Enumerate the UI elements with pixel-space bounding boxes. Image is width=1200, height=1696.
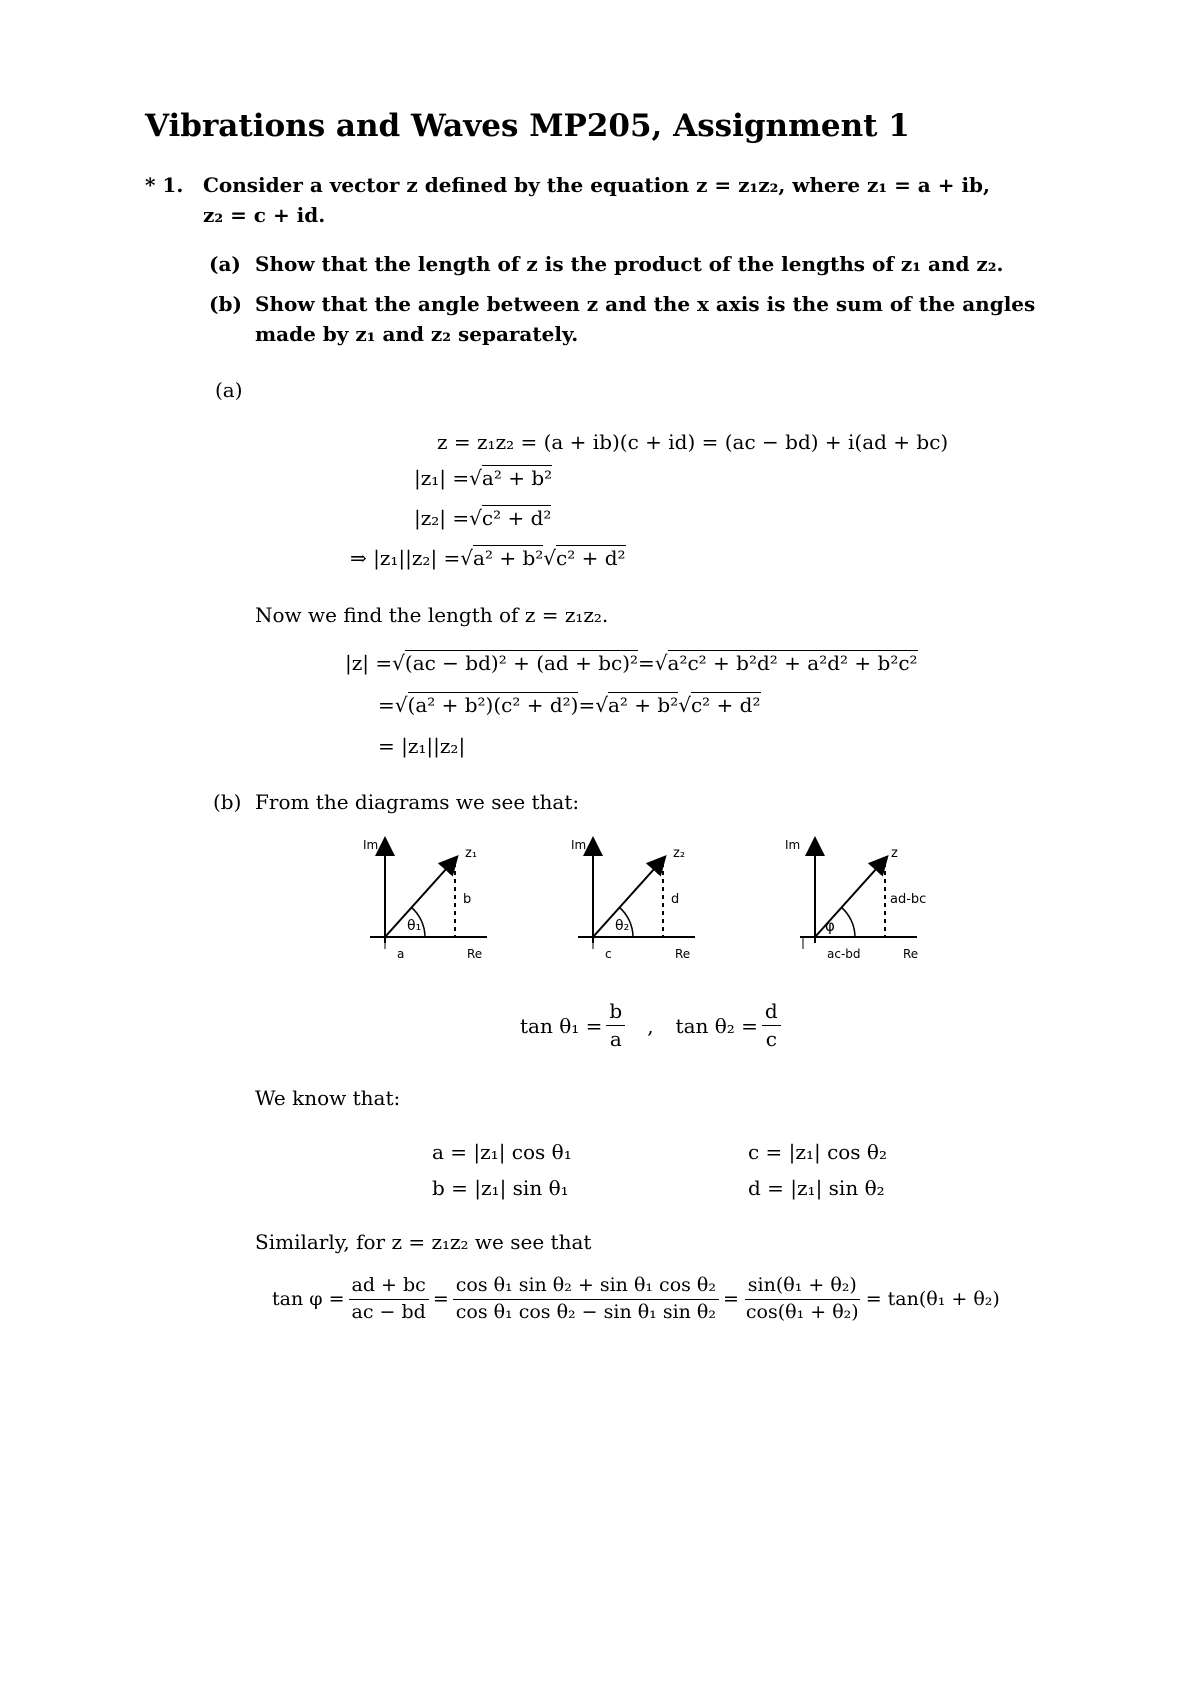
numerator: d <box>762 1000 781 1026</box>
final-rhs: = tan(θ₁ + θ₂) <box>865 1288 1000 1311</box>
equation-product: z = z₁z₂ = (a + ib)(c + id) = (ac − bd) + i(ad + bc) <box>437 430 949 454</box>
problem-line-1: Consider a vector z defined by the equation z = z₁z₂, where z₁ = a + ib, <box>203 173 990 197</box>
separator-comma: , <box>647 1013 654 1038</box>
opposite-label: ad-bc <box>890 892 927 907</box>
equals-sign: = <box>432 1288 449 1311</box>
denominator: a <box>609 1027 622 1051</box>
radicand: a² + b² <box>481 466 553 490</box>
diagram-z <box>785 838 926 961</box>
denominator: cos θ₁ cos θ₂ − sin θ₁ sin θ₂ <box>455 1300 716 1323</box>
vector-label: z <box>891 846 898 861</box>
radicand: a² + b² <box>608 693 679 717</box>
vector-label: z₂ <box>673 846 686 861</box>
problem-line-2: z₂ = c + id. <box>203 203 326 227</box>
radical-sign: √ <box>595 692 608 717</box>
real-label: Re <box>467 947 483 961</box>
equals-sign: = <box>722 1288 739 1311</box>
part-b-text-2: made by z₁ and z₂ separately. <box>255 322 579 346</box>
opposite-label: b <box>463 892 472 907</box>
argand-diagrams <box>355 835 945 965</box>
fraction <box>743 1275 862 1324</box>
radicand: c² + d² <box>556 546 626 570</box>
diagram-z2 <box>571 838 695 961</box>
radicand: c² + d² <box>481 506 552 530</box>
radicand: c² + d² <box>690 693 761 717</box>
imag-label: Im <box>785 838 801 852</box>
equals-sign: = <box>638 650 655 675</box>
angle-label: θ₁ <box>407 918 422 934</box>
relation-d: d = |z₁| sin θ₂ <box>748 1176 885 1200</box>
radical-sign: √ <box>394 692 408 717</box>
relation-c: c = |z₁| cos θ₂ <box>748 1140 887 1164</box>
now-text: Now we find the length of z = z₁z₂. <box>255 603 609 627</box>
equation-factored <box>378 692 761 717</box>
part-b-label: (b) <box>209 292 242 316</box>
radicand: a² + b² <box>473 546 544 570</box>
similarly-text: Similarly, for z = z₁z₂ we see that <box>255 1230 592 1254</box>
fraction <box>606 1000 625 1051</box>
equation-lhs: = <box>378 692 395 717</box>
radicand: a²c² + b²d² + a²d² + b²c² <box>667 651 918 675</box>
real-label: Re <box>903 947 919 961</box>
tan1-lhs: tan θ₁ = <box>520 1013 603 1038</box>
equation-lhs: |z₂| = <box>414 505 470 530</box>
real-label: Re <box>675 947 691 961</box>
numerator: cos θ₁ sin θ₂ + sin θ₁ cos θ₂ <box>453 1275 719 1300</box>
radicand: (a² + b²)(c² + d²) <box>407 693 579 717</box>
page-title: Vibrations and Waves MP205, Assignment 1 <box>145 108 910 144</box>
radical-sign: √ <box>654 650 668 675</box>
radical-sign: √ <box>392 650 405 675</box>
equation-lhs: |z₁| = <box>414 465 470 490</box>
radical-sign: √ <box>469 465 482 490</box>
tan-phi-equation <box>272 1275 1000 1324</box>
part-a-label: (a) <box>209 252 241 276</box>
radical-sign: √ <box>460 545 474 570</box>
part-b-text-1: Show that the angle between z and the x axis is the sum of the angles <box>255 292 1036 316</box>
denominator: cos(θ₁ + θ₂) <box>745 1300 859 1323</box>
fraction <box>453 1275 719 1324</box>
solution-b-intro: From the diagrams we see that: <box>255 790 580 814</box>
equation-modulus-z1 <box>414 465 552 490</box>
adjacent-label: a <box>397 947 405 961</box>
part-a-text: Show that the length of z is the product of the lengths of z₁ and z₂. <box>255 252 1004 276</box>
denominator: ac − bd <box>351 1300 426 1323</box>
relation-b: b = |z₁| sin θ₁ <box>432 1176 569 1200</box>
adjacent-label: ac-bd <box>827 947 861 961</box>
angle-arc <box>841 907 855 937</box>
solution-b-label: (b) <box>213 790 242 814</box>
radical-sign: √ <box>543 545 557 570</box>
final-lhs: tan φ = <box>272 1288 345 1311</box>
tan-theta-equations <box>520 1000 785 1051</box>
radical-sign: √ <box>678 692 691 717</box>
fraction <box>349 1275 429 1324</box>
diagram-z1 <box>363 838 487 961</box>
equals-sign: = <box>578 692 596 717</box>
solution-a-label: (a) <box>215 378 243 402</box>
imag-label: Im <box>363 838 379 852</box>
problem-marker: * 1. <box>145 173 184 197</box>
denominator: c <box>765 1027 777 1051</box>
we-know-text: We know that: <box>255 1086 401 1110</box>
adjacent-label: c <box>605 947 612 961</box>
equation-lhs: |z| = <box>345 650 393 675</box>
fraction <box>762 1000 781 1051</box>
equation-lhs: ⇒ |z₁||z₂| = <box>350 545 461 570</box>
vector-label: z₁ <box>465 846 478 861</box>
numerator: b <box>606 1000 625 1026</box>
imag-label: Im <box>571 838 587 852</box>
angle-label: φ <box>825 917 835 935</box>
angle-label: θ₂ <box>615 918 630 934</box>
equation-result: = |z₁||z₂| <box>378 734 466 758</box>
equation-product-moduli <box>350 545 626 570</box>
equation-modulus-z2 <box>414 505 551 530</box>
radicand: (ac − bd)² + (ad + bc)² <box>404 651 639 675</box>
numerator: ad + bc <box>349 1275 429 1300</box>
opposite-label: d <box>671 892 680 907</box>
relation-a: a = |z₁| cos θ₁ <box>432 1140 572 1164</box>
numerator: sin(θ₁ + θ₂) <box>745 1275 860 1300</box>
radical-sign: √ <box>469 505 482 530</box>
equation-modulus-z <box>345 650 918 675</box>
tan2-lhs: tan θ₂ = <box>675 1013 758 1038</box>
